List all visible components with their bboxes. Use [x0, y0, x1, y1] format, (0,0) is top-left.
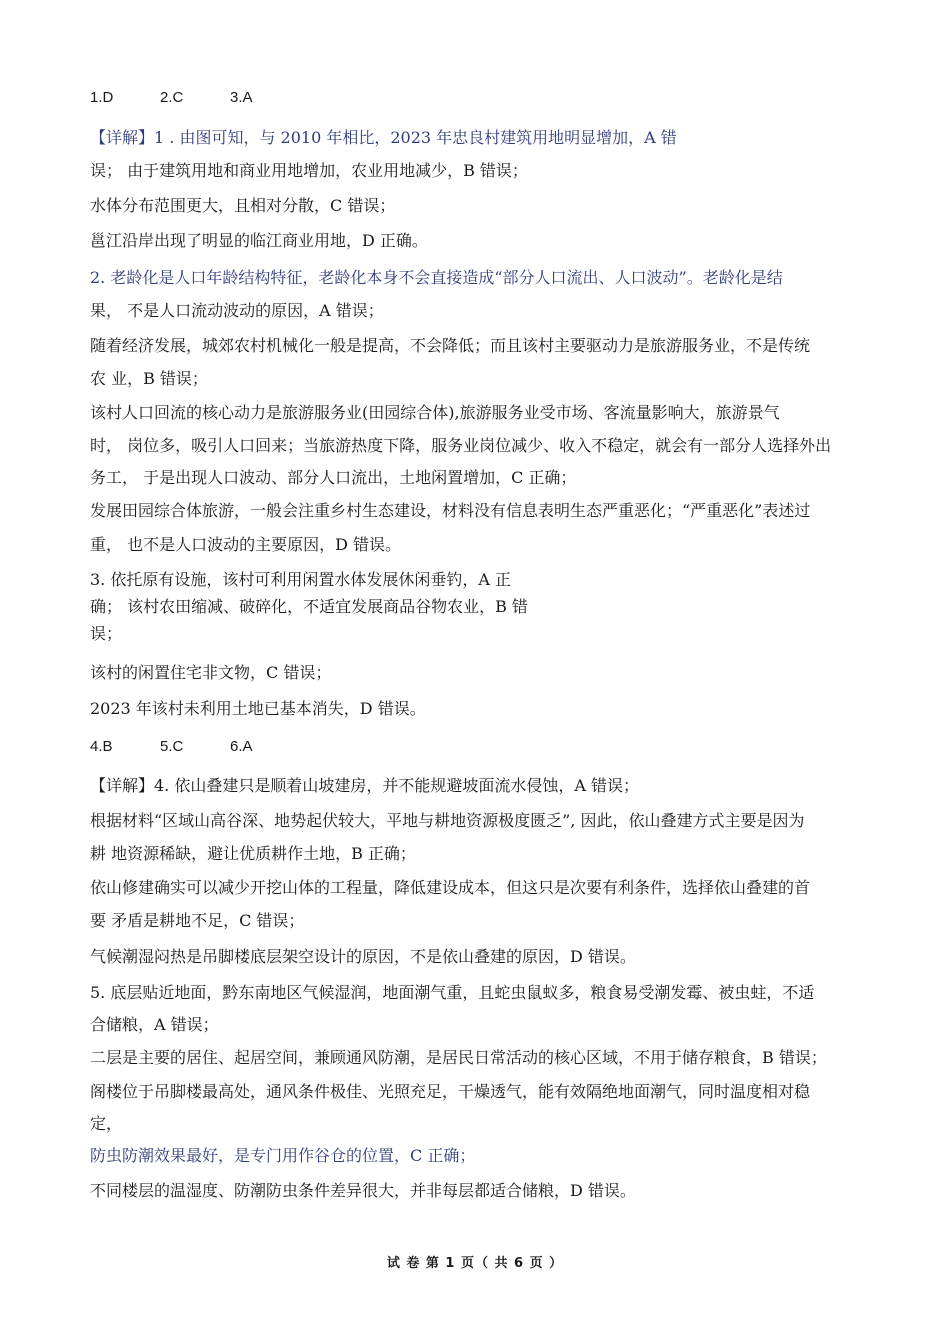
text-line: 发展田园综合体旅游，一般会注重乡村生态建设，材料没有信息表明生态严重恶化；“严重恶化”表述过	[90, 501, 811, 520]
page-footer: 试 卷 第 1 页（ 共 6 页 ）	[386, 1256, 564, 1271]
text-line: 要 矛盾是耕地不足，C 错误；	[90, 911, 305, 930]
text-line: 2. 老龄化是人口年龄结构特征，老龄化本身不会直接造成“部分人口流出、人口波动”。老龄化是结	[90, 268, 783, 287]
text-line: 该村人口回流的核心动力是旅游服务业(田园综合体),旅游服务业受市场、客流量影响大，旅游景气	[90, 403, 780, 422]
text-line: 5. 底层贴近地面，黔东南地区气候湿润，地面潮气重，且蛇虫鼠蚁多，粮食易受潮发霉、被虫蛀，不适	[90, 983, 815, 1002]
text-line: 依山修建确实可以减少开挖山体的工程量，降低建设成本，但这只是次要有利条件，选择依山叠建的首	[90, 878, 811, 897]
text-line: 二层是主要的居住、起居空间，兼顾通风防潮，是居民日常活动的核心区域，不用于储存粮食，B 错误；	[90, 1048, 827, 1067]
text-line: 误；	[90, 624, 123, 643]
text-line: 重， 也不是人口波动的主要原因，D 错误。	[90, 535, 402, 554]
text-line: 时， 岗位多，吸引人口回来；当旅游热度下降，服务业岗位减少、收入不稳定，就会有一部分人选择外出	[90, 436, 832, 455]
text-line: 不同楼层的温湿度、防潮防虫条件差异很大，并非每层都适合储粮，D 错误。	[90, 1181, 636, 1200]
text-line: 农 业，B 错误；	[90, 369, 208, 388]
text-line: 2023 年该村未利用土地已基本消失，D 错误。	[90, 699, 426, 718]
text-line: 【详解】1 . 由图可知，与 2010 年相比，2023 年忠良村建筑用地明显增加，A 错	[90, 128, 677, 147]
text-line: 气候潮湿闷热是吊脚楼底层架空设计的原因，不是依山叠建的原因，D 错误。	[90, 947, 636, 966]
answer-1: 1.D	[90, 89, 114, 106]
text-line: 根据材料“区域山高谷深、地势起伏较大，平地与耕地资源极度匮乏”, 因此，依山叠建方式主要是因为	[90, 811, 805, 830]
text-line: 定，	[90, 1114, 123, 1133]
answer-4: 4.B	[90, 738, 113, 755]
text-line: 水体分布范围更大，且相对分散，C 错误；	[90, 196, 396, 215]
text-line: 务工， 于是出现人口波动、部分人口流出，土地闲置增加，C 正确；	[90, 468, 577, 487]
answer-2: 2.C	[160, 89, 184, 106]
text-line: 【详解】4. 依山叠建只是顺着山坡建房，并不能规避坡面流水侵蚀，A 错误；	[90, 776, 639, 795]
text-line: 随着经济发展，城郊农村机械化一般是提高，不会降低；而且该村主要驱动力是旅游服务业，不是传统	[90, 336, 811, 355]
text-line: 3. 依托原有设施，该村可利用闲置水体发展休闲垂钓，A 正	[90, 570, 511, 589]
text-line: 误； 由于建筑用地和商业用地增加，农业用地减少，B 错误；	[90, 161, 528, 180]
text-line: 合储粮，A 错误；	[90, 1015, 219, 1034]
text-line: 邕江沿岸出现了明显的临江商业用地，D 正确。	[90, 231, 428, 250]
text-line: 阁楼位于吊脚楼最高处，通风条件极佳、光照充足，干燥透气，能有效隔绝地面潮气，同时温度相对稳	[90, 1082, 811, 1101]
text-line: 确； 该村农田缩减、破碎化，不适宜发展商品谷物农业，B 错	[90, 597, 528, 616]
text-line: 防虫防潮效果最好，是专门用作谷仓的位置，C 正确；	[90, 1146, 476, 1165]
answer-5: 5.C	[160, 738, 184, 755]
answer-6: 6.A	[230, 738, 253, 755]
answer-3: 3.A	[230, 89, 253, 106]
text-line: 该村的闲置住宅非文物，C 错误；	[90, 663, 332, 682]
text-line: 果， 不是人口流动波动的原因，A 错误；	[90, 301, 384, 320]
text-line: 耕 地资源稀缺，避让优质耕作土地，B 正确；	[90, 844, 416, 863]
